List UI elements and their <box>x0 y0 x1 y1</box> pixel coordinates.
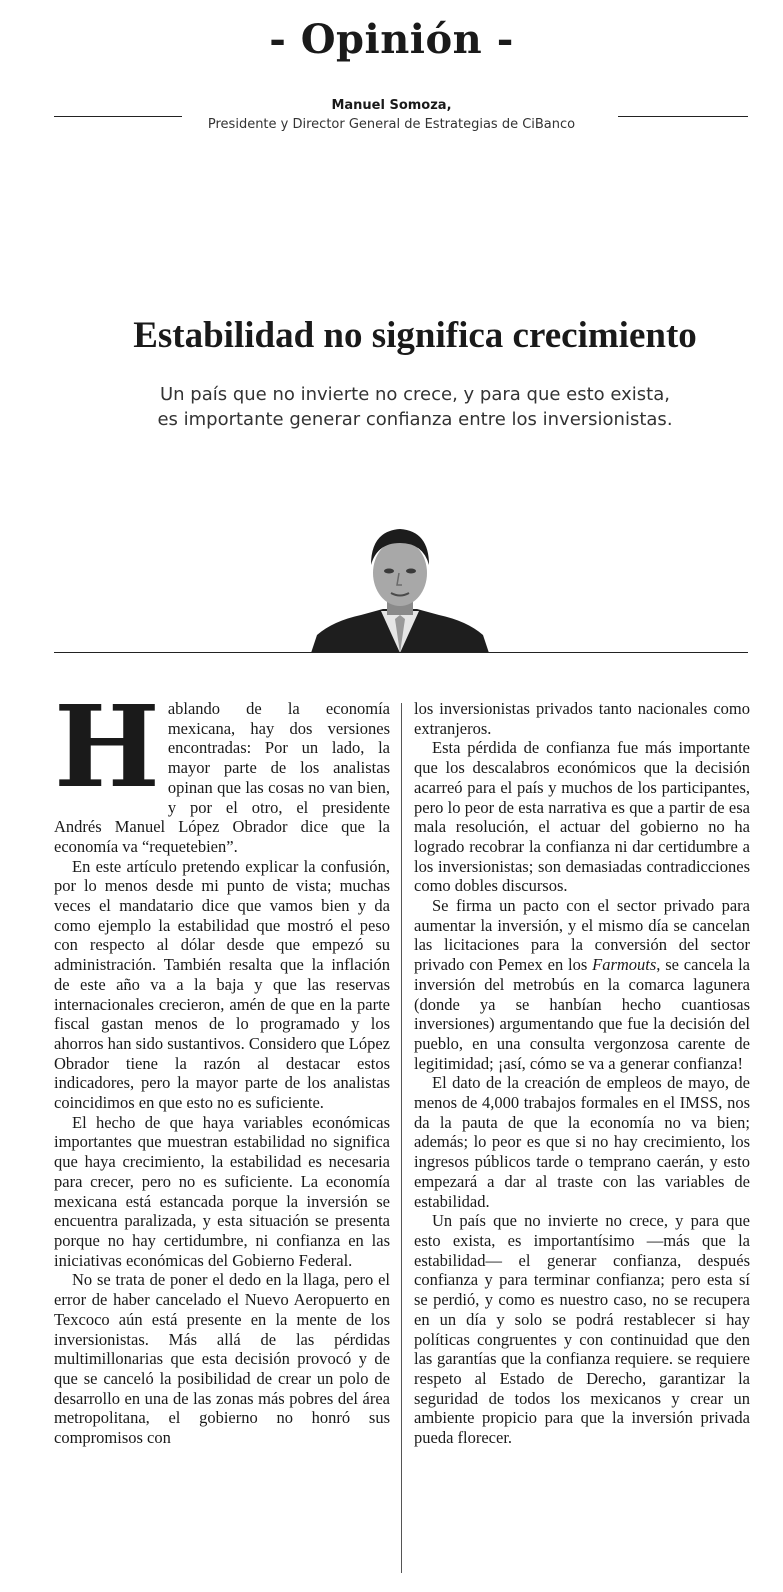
paragraph: los inversionistas privados tanto nacionales como extranjeros. <box>414 699 750 738</box>
paragraph: El dato de la creación de empleos de mayo, de menos de 4,000 trabajos formales en el IMSS, nos da la pauta de que la economía no va bien; además; lo peor es que si no hay crecimiento, los ingresos públicos tarde o temprano caerán, y esto empezará a dar al traste con las variables de estabilidad. <box>414 1073 750 1211</box>
deck-line-2: es importante generar confianza entre los inversionistas. <box>157 409 673 430</box>
article-column-left <box>54 682 390 1448</box>
section-title: - Opinión - <box>269 16 514 63</box>
drop-cap: H <box>54 682 158 813</box>
author-role: Presidente y Director General de Estrategias de CiBanco <box>207 117 576 132</box>
paragraph: Un país que no invierte no crece, y para que esto exista, es importantísimo —más que la estabilidad— el generar confianza, después confianza y para terminar confianza; pero esta sí se perdió, y como es nuestro caso, no se recupera en un día y solo se podrá restablecer si hay políticas congruentes y con continuidad que den las garantías que la confianza requiere. se requiere respeto al Estado de Derecho, garantizar la seguridad de todos los mexicanos y crear un ambiente propicio para que la inversión privada pueda florecer. <box>414 1211 750 1448</box>
paragraph: En este artículo pretendo explicar la confusión, por lo menos desde mi punto de vista; muchas veces el mandatario dice que vamos bien y da como ejemplo la estabilidad que mostró el peso con respecto al dólar desde que empezó su administración. También resalta que la inflación de este año va a la baja y que las reservas internacionales crecieron, amén de que en la parte fiscal gastan menos de lo programado y los ahorros han sido sustantivos. Considero que López Obrador tiene la razón al destacar estos indicadores, pero la mayor parte de los analistas coincidimos en que esto no es suficiente. <box>54 856 390 1113</box>
paragraph: No se trata de poner el dedo en la llaga, pero el error de haber cancelado el Nuevo Aeropuerto en Texcoco aún está presente en la mente de los inversionistas. Más allá de las pérdidas multimillonarias que esta decisión provocó y de que se canceló la posibilidad de crear un polo de desarrollo en una de las zonas más pobres del área metropolitana, el gobierno no honró sus compromisos con <box>54 1270 390 1448</box>
photo-rule <box>54 652 748 653</box>
paragraph: El hecho de que haya variables económicas importantes que muestran estabilidad no significa que haya crecimiento, la estabilidad es necesaria para crecer, pero no es suficiente. La economía mexicana está estancada porque la inversión se encuentra paralizada, y esta situación se presenta porque no hay certidumbre, ni confianza en las iniciativas económicas del Gobierno Federal. <box>54 1112 390 1270</box>
author-portrait <box>311 523 489 653</box>
article-column-right <box>414 699 750 1448</box>
paragraph: Se firma un pacto con el sector privado para aumentar la inversión, y el mismo día se cancelan las licitaciones para la conversión del sector privado con Pemex en los Farmouts, se cancela la inversión del metrobús en la comarca lagunera (donde ya se hanbían hecho cuantiosas inversiones) argumentando que fue la decisión del pueblo, en una consulta vergonzosa carente de legitimidad; ¡así, cómo se va a generar confianza! <box>414 896 750 1073</box>
paragraph: Hablando de la economía mexicana, hay dos versiones encontradas: Por un lado, la mayor parte de los analistas opinan que las cosas no van bien, y por el otro, el presidente Andrés Manuel López Obrador dice que la economía va “requetebien”. <box>54 682 390 856</box>
italic-term: Farmouts <box>592 955 657 975</box>
paragraph: Esta pérdida de confianza fue más importante que los descalabros económicos que la decisión acarreó para el país y muchos de los participantes, pero lo peor de esta narrativa es que a partir de esa mala resolución, el actuar del gobierno no ha logrado recobrar la confianza ni dar certidumbre a los inversionistas; son demasiadas contradicciones como dobles discursos. <box>414 738 750 896</box>
author-name: Manuel Somoza, <box>331 98 452 113</box>
column-divider <box>401 703 402 1573</box>
article-deck <box>0 382 783 432</box>
article-headline: Estabilidad no significa crecimiento <box>133 315 697 356</box>
deck-line-1: Un país que no invierte no crece, y para que esto exista, <box>159 384 670 405</box>
author-byline <box>0 96 783 134</box>
